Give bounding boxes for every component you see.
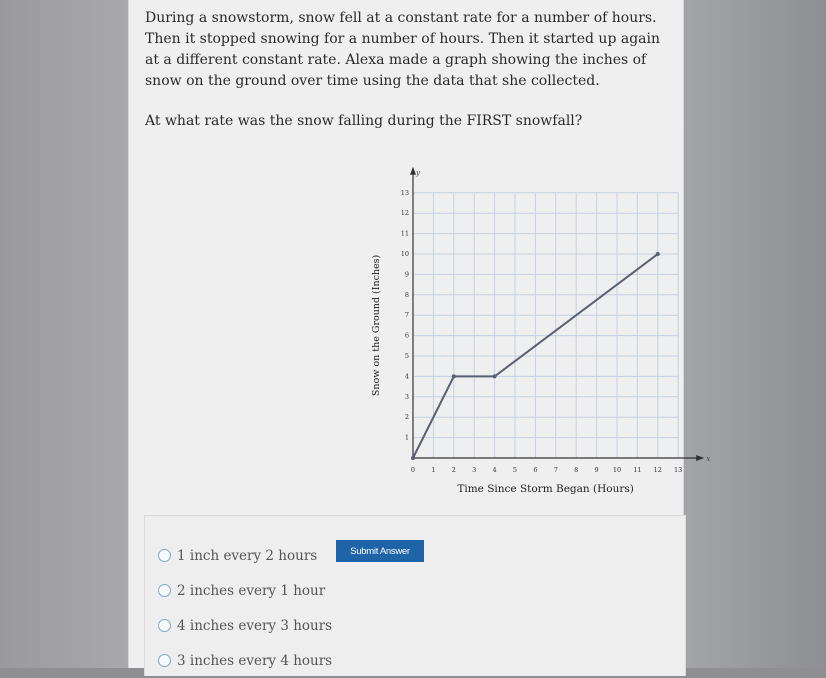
y-tick-label: 3: [404, 392, 409, 401]
right-background: [682, 0, 826, 668]
snow-chart: [245, 158, 711, 498]
x-axis-letter: x: [706, 455, 711, 463]
question-text: During a snowstorm, snow fell at a constant rate for a number of hours. Then it stopped snowing for a number of hours. Then it started up again at a different constant rate. Alexa made a graph showing the inches of snow on the ground over time using the data that she collected.: [145, 10, 660, 89]
y-tick-label: 1: [404, 433, 409, 442]
y-tick-label: 12: [400, 209, 409, 218]
y-axis-label: Snow on the Ground (Inches): [371, 254, 382, 397]
y-tick-label: 8: [404, 290, 409, 299]
y-tick-label: 11: [400, 229, 409, 238]
y-tick-label: 5: [404, 352, 409, 360]
y-tick-label: 13: [400, 188, 409, 197]
x-tick-label: 4: [492, 466, 497, 474]
x-axis-label: Time Since Storm Began (Hours): [457, 483, 634, 495]
radio-button[interactable]: [158, 584, 171, 597]
answer-options: [158, 538, 332, 678]
y-tick-label: 10: [400, 250, 409, 258]
x-tick-label: 12: [653, 466, 662, 474]
x-tick-label: 2: [451, 466, 456, 474]
y-tick-label: 2: [404, 413, 409, 422]
answer-option-2[interactable]: [158, 573, 332, 608]
data-point: [493, 374, 497, 378]
data-point: [411, 456, 415, 460]
x-tick-label: 6: [533, 466, 538, 474]
question-prompt: At what rate was the snow falling during the FIRST snowfall?: [145, 113, 583, 129]
answer-option-label: 4 inches every 3 hours: [177, 617, 333, 634]
y-tick-label: 9: [404, 270, 409, 279]
x-tick-label: 11: [633, 466, 642, 474]
answer-option-label: 2 inches every 1 hour: [177, 582, 326, 599]
x-tick-label: 8: [574, 466, 579, 474]
x-tick-label: 7: [553, 466, 558, 474]
x-tick-label: 3: [472, 466, 477, 474]
answer-option-label: 1 inch every 2 hours: [177, 547, 318, 564]
x-tick-label: 13: [674, 466, 683, 474]
left-background: [0, 0, 128, 668]
answer-option-4[interactable]: [158, 643, 332, 678]
question-card: [128, 0, 711, 669]
answer-option-label: 3 inches every 4 hours: [177, 652, 333, 669]
answer-panel: [144, 515, 686, 676]
x-tick-label: 1: [431, 466, 436, 474]
y-tick-label: 7: [404, 311, 409, 320]
data-point: [452, 374, 456, 378]
submit-answer-button[interactable]: Submit Answer: [336, 540, 424, 562]
y-tick-label: 6: [404, 331, 409, 340]
radio-button[interactable]: [158, 654, 171, 667]
y-axis-letter: y: [416, 168, 420, 177]
x-tick-label: 5: [512, 466, 518, 474]
y-tick-label: 4: [404, 372, 409, 381]
data-point: [656, 252, 660, 256]
answer-option-3[interactable]: [158, 608, 332, 643]
x-tick-label: 9: [594, 466, 599, 474]
radio-button[interactable]: [158, 549, 171, 562]
answer-option-1[interactable]: [158, 538, 332, 573]
x-tick-label: 0: [410, 466, 416, 474]
x-tick-label: 10: [612, 466, 622, 474]
radio-button[interactable]: [158, 619, 171, 632]
